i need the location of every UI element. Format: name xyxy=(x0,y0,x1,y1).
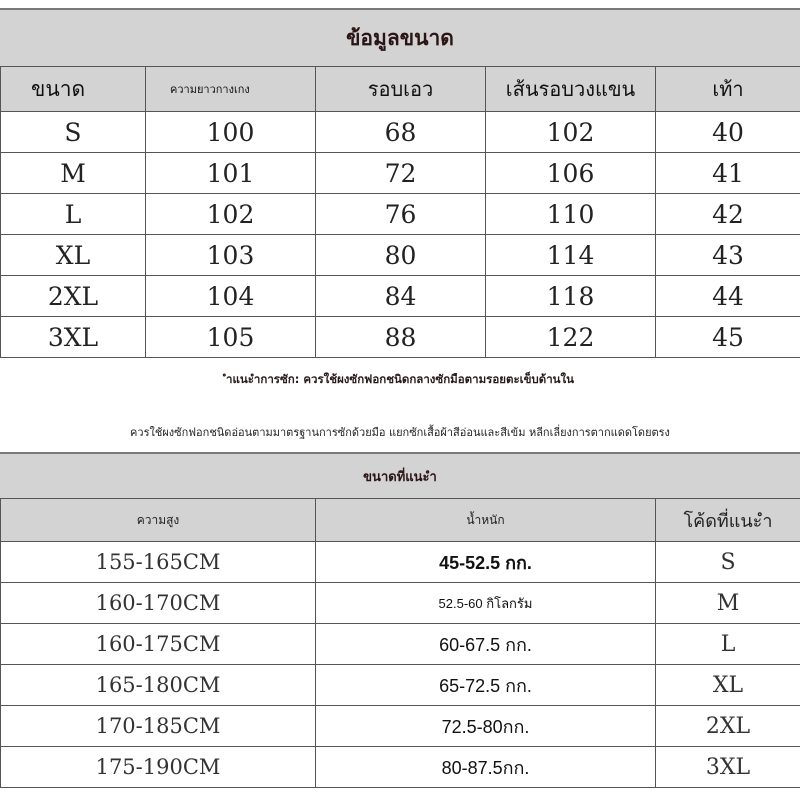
cell-waist: 76 xyxy=(316,194,486,235)
cell-weight: 72.5-80กก. xyxy=(316,706,656,747)
cell-size: L xyxy=(1,194,146,235)
cell-foot: 40 xyxy=(656,112,800,153)
cell-arm-circumference: 122 xyxy=(486,317,656,358)
size-table-header xyxy=(1,67,800,112)
cell-recommended-code: M xyxy=(656,583,800,624)
size-info-title: ข้อมูลขนาด xyxy=(0,8,800,66)
recommend-table-row xyxy=(1,706,800,747)
size-table-row xyxy=(1,112,800,153)
recommend-table-row xyxy=(1,542,800,583)
cell-height: 160-170CM xyxy=(1,583,316,624)
cell-height: 175-190CM xyxy=(1,747,316,788)
cell-size: 2XL xyxy=(1,276,146,317)
cell-height: 160-175CM xyxy=(1,624,316,665)
cell-waist: 72 xyxy=(316,153,486,194)
cell-size: XL xyxy=(1,235,146,276)
washing-instruction-detail: ควรใช้ผงซักฟอกชนิดอ่อนตามมาตรฐานการซักด้วยมือ แยกซักเสื้อผ้าสีอ่อนและสีเข้ม หลีกเลี่ยงการตากแดดโดยตรง xyxy=(130,426,670,439)
cell-waist: 68 xyxy=(316,112,486,153)
cell-arm-circumference: 118 xyxy=(486,276,656,317)
cell-pant-length: 105 xyxy=(146,317,316,358)
header-weight: น้ำหนัก xyxy=(316,499,656,542)
cell-pant-length: 102 xyxy=(146,194,316,235)
recommend-table-row xyxy=(1,583,800,624)
cell-size: S xyxy=(1,112,146,153)
cell-foot: 44 xyxy=(656,276,800,317)
size-table-row xyxy=(1,153,800,194)
cell-size: 3XL xyxy=(1,317,146,358)
recommended-size-title: ขนาดที่แนะำ xyxy=(0,452,800,498)
header-pant-length: ความยาวกางเกง xyxy=(146,67,316,112)
size-table xyxy=(0,66,800,358)
cell-height: 170-185CM xyxy=(1,706,316,747)
recommended-size-table xyxy=(0,498,800,788)
header-arm-circumference: เส้นรอบวงแขน xyxy=(486,67,656,112)
cell-recommended-code: L xyxy=(656,624,800,665)
recommend-table-row xyxy=(1,665,800,706)
header-foot: เท้า xyxy=(656,67,800,112)
header-recommended-code: โค้ดที่แนะำ xyxy=(656,499,800,542)
size-table-row xyxy=(1,317,800,358)
cell-foot: 45 xyxy=(656,317,800,358)
cell-foot: 41 xyxy=(656,153,800,194)
cell-weight: 45-52.5 กก. xyxy=(316,542,656,583)
washing-instruction-title: ำแนะำการซัก: ควรใช้ผงซักฟอกชนิดกลางซักมือตามรอยตะเข็บด้านใน xyxy=(225,372,574,386)
cell-arm-circumference: 110 xyxy=(486,194,656,235)
header-height: ความสูง xyxy=(1,499,316,542)
cell-arm-circumference: 102 xyxy=(486,112,656,153)
cell-arm-circumference: 106 xyxy=(486,153,656,194)
header-size: ขนาด xyxy=(1,67,146,112)
cell-weight: 65-72.5 กก. xyxy=(316,665,656,706)
cell-weight: 60-67.5 กก. xyxy=(316,624,656,665)
recommend-table-header xyxy=(1,499,800,542)
size-table-row xyxy=(1,235,800,276)
cell-foot: 43 xyxy=(656,235,800,276)
cell-height: 165-180CM xyxy=(1,665,316,706)
cell-pant-length: 100 xyxy=(146,112,316,153)
cell-height: 155-165CM xyxy=(1,542,316,583)
cell-waist: 80 xyxy=(316,235,486,276)
cell-weight: 52.5-60 กิโลกรัม xyxy=(316,583,656,624)
size-table-row xyxy=(1,276,800,317)
header-waist: รอบเอว xyxy=(316,67,486,112)
cell-recommended-code: S xyxy=(656,542,800,583)
size-table-row xyxy=(1,194,800,235)
cell-arm-circumference: 114 xyxy=(486,235,656,276)
cell-pant-length: 101 xyxy=(146,153,316,194)
cell-recommended-code: XL xyxy=(656,665,800,706)
cell-pant-length: 103 xyxy=(146,235,316,276)
cell-size: M xyxy=(1,153,146,194)
cell-waist: 84 xyxy=(316,276,486,317)
cell-pant-length: 104 xyxy=(146,276,316,317)
cell-recommended-code: 3XL xyxy=(656,747,800,788)
cell-recommended-code: 2XL xyxy=(656,706,800,747)
cell-foot: 42 xyxy=(656,194,800,235)
cell-weight: 80-87.5กก. xyxy=(316,747,656,788)
cell-waist: 88 xyxy=(316,317,486,358)
recommend-table-row xyxy=(1,747,800,788)
recommend-table-row xyxy=(1,624,800,665)
